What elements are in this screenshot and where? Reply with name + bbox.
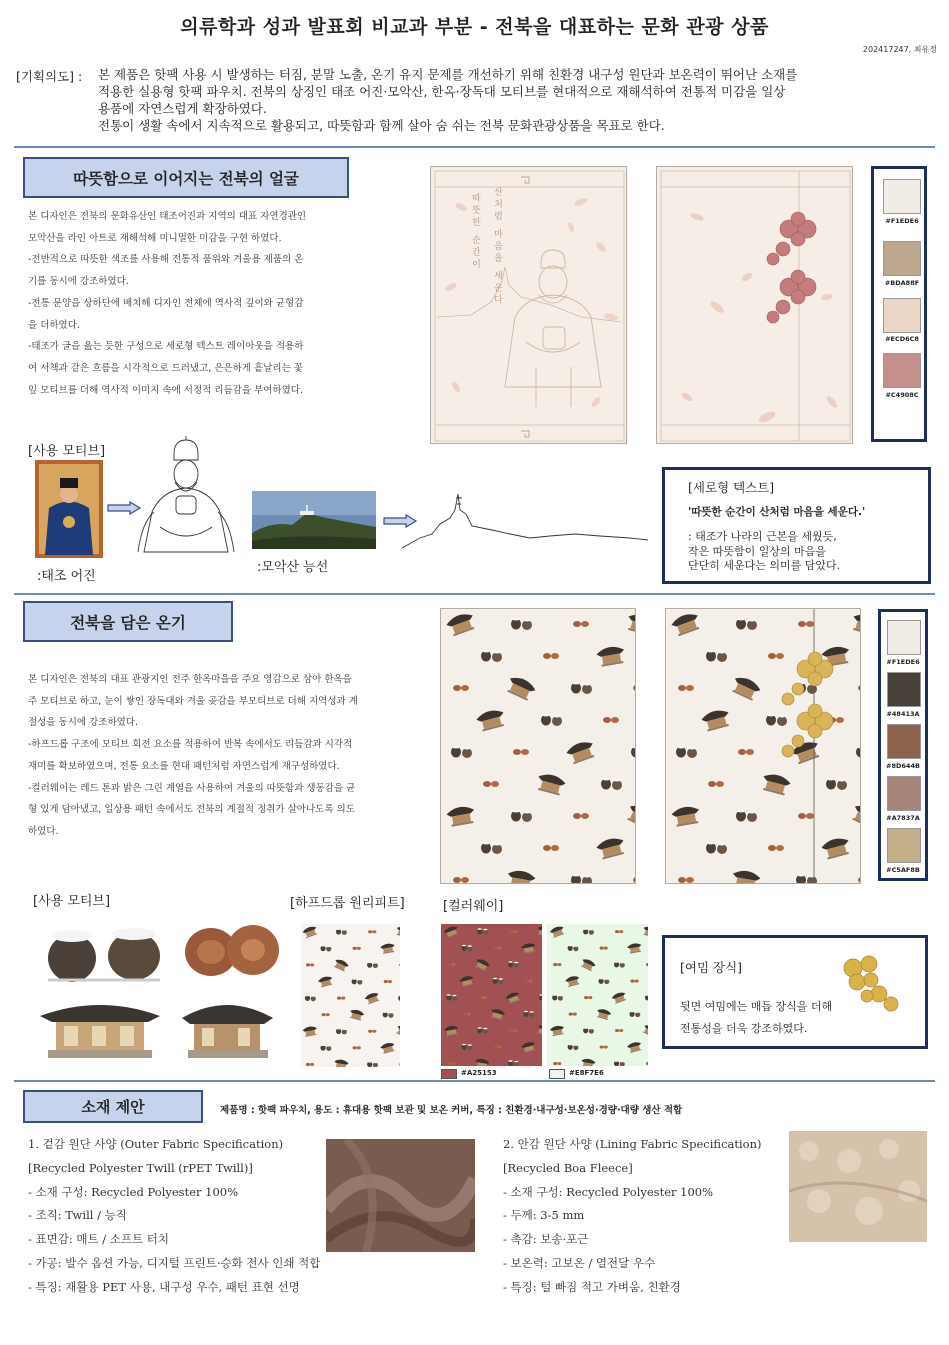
swatch-label: #BDA88F	[884, 279, 920, 287]
vertical-text-line: 산처럼 마음을 세운다	[492, 187, 502, 307]
text-line: 단단히 세운다는 의미를 담았다.	[688, 559, 841, 572]
text-line: 전통성을 더욱 강조하였다.	[680, 1022, 808, 1035]
box-quote: '따뜻한 순간이 산처럼 마음을 세운다.'	[688, 506, 866, 518]
text-line: - 특징: 재활용 PET 사용, 내구성 우수, 패턴 표현 선명	[28, 1279, 300, 1294]
caption-taejo: :태조 어진	[37, 569, 96, 584]
color-swatch-panel-2	[878, 609, 928, 881]
jangdokdae-image	[42, 920, 167, 985]
section1-description	[28, 206, 368, 401]
swatch-label: #C5AF8B	[886, 866, 920, 874]
pattern-motif-group	[445, 611, 636, 884]
section2-title: 전북을 담은 온기	[23, 601, 233, 642]
hanok-pattern	[441, 609, 636, 884]
text-line: 본 디자인은 전북의 대표 관광지인 전주 한옥마을을 주요 영감으로 삼아 한옥을	[28, 674, 352, 685]
colorway-label: [컬러웨이]	[443, 899, 504, 914]
text-line: 본 디자인은 전북의 문화유산인 태조어진과 지역의 대표 자연경관인	[28, 211, 307, 222]
colorway-chip-label: #A25153	[461, 1069, 497, 1077]
colorway-chip-label: #E8F7E6	[569, 1069, 604, 1077]
text-line: - 두께: 3-5 mm	[503, 1208, 585, 1223]
swatch-label: #F1EDE6	[886, 658, 920, 666]
text-line: - 촉감: 보송·포근	[503, 1232, 589, 1247]
text-line: -태조가 글을 읊는 듯한 구성으로 세로형 텍스트 레이아웃을 적용하	[28, 341, 304, 353]
color-swatch-panel	[871, 166, 927, 442]
color-swatch	[887, 776, 921, 811]
color-swatch	[887, 672, 921, 707]
outer-fabric-spec	[28, 1133, 358, 1300]
text-line: 하였다.	[28, 825, 59, 837]
intent-line: 본 제품은 핫팩 사용 시 발생하는 터짐, 분말 노출, 온기 유지 문제를 개선하기 위해 친환경 내구성 원단과 보온력이 뛰어난 소재를	[98, 67, 798, 82]
boa-fleece-photo	[789, 1131, 927, 1242]
lining-fabric-spec	[503, 1133, 783, 1300]
text-line: - 소재 구성: Recycled Polyester 100%	[28, 1184, 239, 1199]
motif-label: [사용 모티브]	[33, 894, 111, 909]
text-line: 작은 따뜻함이 일상의 마음을	[688, 544, 827, 558]
hanok-image-2	[180, 992, 275, 1062]
text-line: - 조직: Twill / 능직	[28, 1208, 127, 1223]
colorway-chip	[549, 1069, 565, 1079]
hanok-pattern-front	[440, 608, 636, 884]
text-line: -전통 문양을 상하단에 배치해 디자인 전체에 역사적 깊이와 균형감	[28, 297, 304, 309]
text-line: 잎 모티브를 더해 역사적 이미지 속에 서정적 리듬감을 부여하였다.	[28, 384, 303, 396]
product-summary: 제품명 : 핫팩 파우치, 용도 : 휴대용 핫팩 보관 및 보온 커버, 특징 : 친환경·내구성·보온성·경량·대량 생산 적합	[220, 1105, 683, 1116]
caption-moak: :모악산 능선	[257, 560, 329, 575]
intent-line: 적용한 실용형 핫팩 파우치. 전북의 상징인 태조 어진·모악산, 한옥·장독대 모티브를 현대적으로 재해석하여 전통적 미감을 일상	[98, 84, 786, 99]
closure-trim-box	[662, 935, 928, 1049]
text-line: 주 모티브로 하고, 눈이 쌓인 장독대와 겨울 곶감을 부모티브로 더해 지역성과 계	[28, 695, 358, 707]
knot-closure-gold	[782, 652, 833, 757]
color-swatch	[883, 179, 921, 214]
page-title: 의류학과 성과 발표회 비교과 부분 - 전북을 대표하는 문화 관광 상품	[180, 16, 769, 38]
halfdrop-label: [하프드롭 원리피트]	[290, 896, 405, 911]
hanok-pattern	[301, 924, 400, 1067]
hanok-image	[38, 992, 162, 1062]
color-swatch	[887, 620, 921, 655]
text-line: - 소재 구성: Recycled Polyester 100%	[503, 1184, 714, 1199]
taejo-portrait-image	[35, 460, 103, 558]
box-title: [여밈 장식]	[680, 960, 743, 975]
text-line: 재미를 확보하였으며, 전통 요소를 현대 패턴처럼 자연스럽게 재구성하였다.	[28, 760, 340, 772]
divider	[14, 146, 935, 148]
hanok-pattern-back	[665, 608, 861, 884]
text-line: 여 서책과 같은 흐름을 시각적으로 드러냈고, 은은하게 흩날리는 꽃	[28, 362, 303, 374]
knot-closure-pink	[767, 212, 816, 323]
text-line: - 특징: 털 빠짐 적고 가벼움, 친환경	[503, 1279, 681, 1294]
text-line: [Recycled Boa Fleece]	[503, 1160, 633, 1175]
moak-mountain-photo	[252, 491, 376, 549]
color-swatch	[883, 241, 921, 276]
text-line: -하프드롭 구조에 모티브 회전 요소를 적용하여 반복 속에서도 리듬감과 시각적	[28, 739, 353, 751]
section1-title: 따뜻함으로 이어지는 전북의 얼굴	[23, 157, 349, 198]
box-title: [세로형 텍스트]	[688, 480, 775, 495]
pouch-front-illustration	[431, 167, 627, 444]
swatch-label: #C4908C	[885, 391, 919, 399]
text-line: - 가공: 발수 옵션 가능, 디지털 프린트·승화 전사 인쇄 적합	[28, 1255, 321, 1270]
text-line: : 태조가 나라의 근본을 세웠듯,	[688, 530, 837, 543]
motif-label: [사용 모티브]	[28, 444, 106, 459]
vertical-text-line: 따뜻한 순간이	[470, 193, 480, 271]
intent-line: 용품에 자연스럽게 확장하였다.	[98, 101, 267, 116]
pattern-motif-group	[443, 925, 542, 1066]
text-line: 형 있게 담아냈고, 일상용 패턴 속에서도 전북의 계절적 정취가 살아나도록 의도	[28, 804, 355, 816]
divider	[14, 1080, 935, 1082]
swatch-label: #8D644B	[886, 762, 920, 770]
swatch-label: #48413A	[886, 710, 920, 718]
pouch-front-design	[430, 166, 627, 444]
box-body	[688, 530, 840, 574]
hanok-pattern	[547, 924, 648, 1066]
hanok-pattern	[441, 924, 542, 1066]
spec-heading: 2. 안감 원단 사양 (Lining Fabric Specification)	[503, 1137, 762, 1151]
intent-line: 전통이 생활 속에서 지속적으로 활용되고, 따뜻함과 함께 살아 숨 쉬는 전북 문화관광상품을 목표로 한다.	[98, 118, 665, 133]
taejo-line-art	[130, 432, 240, 557]
text-line: 모악산을 라인 아트로 재해석해 미니멀한 미감을 구현 하였다.	[28, 232, 282, 244]
text-line: -전반적으로 따뜻한 색조를 사용해 전통적 품위와 겨울용 제품의 온	[28, 254, 304, 266]
swatch-label: #ECD6C8	[885, 335, 919, 343]
text-line: [Recycled Polyester Twill (rPET Twill)]	[28, 1160, 253, 1175]
pattern-motif-group	[302, 925, 400, 1067]
text-line: - 표면감: 매트 / 소프트 터치	[28, 1232, 170, 1247]
swatch-label: #A7837A	[886, 814, 920, 822]
vertical-text-box	[662, 467, 931, 584]
intent-label: [기획의도] :	[16, 69, 83, 84]
dried-persimmon-image	[181, 920, 281, 982]
twill-fabric-photo	[326, 1139, 475, 1252]
colorway-chip	[441, 1069, 457, 1079]
pouch-back-design	[656, 166, 853, 444]
box-body	[680, 996, 832, 1040]
pouch-back-illustration	[657, 167, 853, 444]
text-line: - 보온력: 고보온 / 열전달 우수	[503, 1255, 656, 1270]
section3-title: 소재 제안	[23, 1090, 203, 1123]
color-swatch	[883, 353, 921, 388]
halfdrop-repeat-tile	[301, 924, 400, 1067]
moak-ridge-line-art	[400, 488, 650, 550]
color-swatch	[887, 724, 921, 759]
divider	[14, 593, 935, 595]
text-line: 절성을 동시에 강조하였다.	[28, 717, 139, 729]
author-info: 202417247, 최유정	[862, 45, 937, 54]
color-swatch	[883, 298, 921, 333]
section2-description	[28, 669, 428, 843]
color-swatch	[887, 828, 921, 863]
knot-ornament-icon	[833, 950, 903, 1020]
swatch-label: #F1EDE6	[885, 217, 919, 225]
colorway-green	[547, 924, 648, 1066]
spec-heading: 1. 겉감 원단 사양 (Outer Fabric Specification)	[28, 1137, 284, 1151]
text-line: 을 더하였다.	[28, 319, 80, 331]
intent-body	[98, 66, 938, 134]
colorway-red	[441, 924, 542, 1066]
text-line: -컬러웨이는 레드 톤과 밝은 그린 계열을 사용하여 겨울의 따뜻함과 생동감을 균	[28, 782, 356, 794]
pattern-motif-group	[549, 925, 648, 1066]
text-line: 기를 동시에 강조하였다.	[28, 276, 129, 288]
text-line: 뒷면 여밈에는 매듭 장식을 더해	[680, 1000, 833, 1013]
